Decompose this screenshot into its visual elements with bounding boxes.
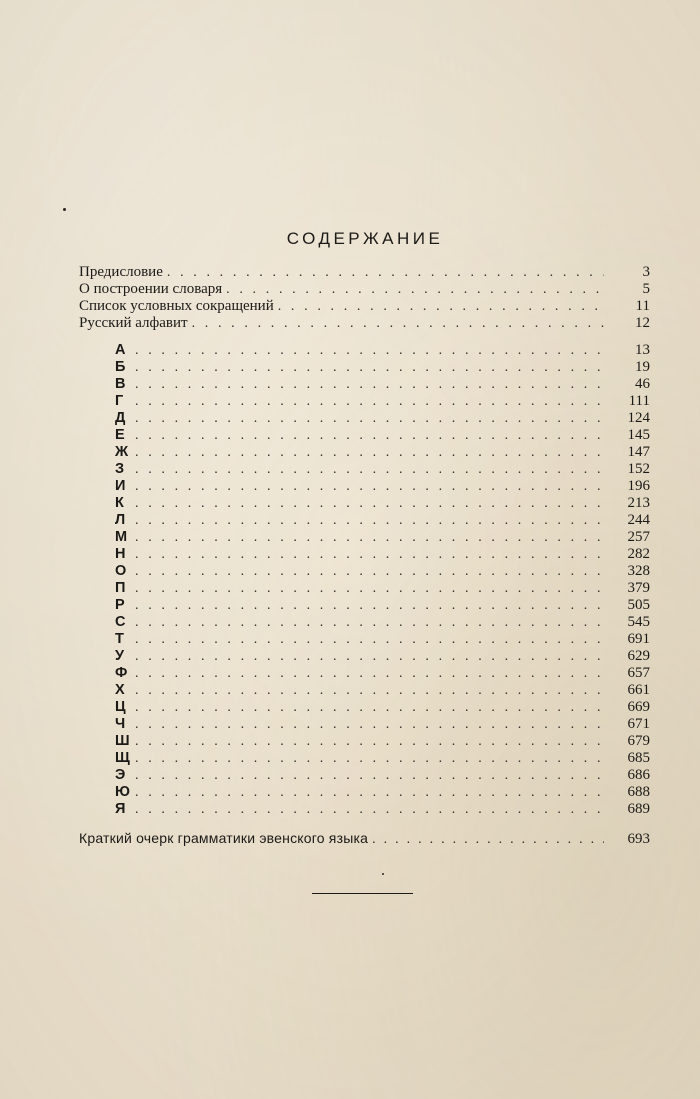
dot-leader — [135, 359, 604, 376]
toc-letter-page: 13 — [635, 342, 650, 358]
toc-letter-page: 669 — [627, 699, 650, 715]
toc-letter-label: Ж — [115, 444, 129, 460]
toc-letter-entry — [79, 427, 650, 444]
toc-letter-label: Л — [115, 512, 126, 528]
toc-letter-entry — [79, 376, 650, 393]
toc-letter-page: 147 — [627, 444, 650, 460]
toc-entry-page: 12 — [635, 315, 650, 331]
toc-letter-entry — [79, 665, 650, 682]
toc-letter-label: И — [115, 478, 126, 494]
toc-letter-label: О — [115, 563, 127, 579]
paper-speck — [63, 208, 66, 211]
toc-entry-page: 693 — [627, 831, 650, 847]
toc-letter-label: В — [115, 376, 126, 392]
toc-letter-label: Р — [115, 597, 125, 613]
paper-speck — [382, 873, 384, 875]
toc-letter-page: 505 — [627, 597, 650, 613]
toc-letter-page: 379 — [627, 580, 650, 596]
dot-leader — [135, 733, 604, 750]
toc-letter-page: 545 — [627, 614, 650, 630]
toc-letter-entry — [79, 444, 650, 461]
toc-letter-label: А — [115, 342, 126, 358]
toc-entry — [79, 264, 650, 281]
dot-leader — [135, 427, 604, 444]
spacer — [79, 818, 650, 828]
dot-leader — [135, 614, 604, 631]
toc-letter-page: 688 — [627, 784, 650, 800]
toc-letter-entry — [79, 461, 650, 478]
dot-leader — [167, 264, 604, 281]
alphabet-sections — [79, 342, 650, 818]
toc-letter-page: 685 — [627, 750, 650, 766]
dot-leader — [135, 648, 604, 665]
toc-letter-page: 282 — [627, 546, 650, 562]
dot-leader — [135, 546, 604, 563]
toc-letter-page: 145 — [627, 427, 650, 443]
toc-entry-label: О построении словаря — [79, 281, 223, 297]
toc-letter-entry — [79, 750, 650, 767]
toc-letter-page: 196 — [627, 478, 650, 494]
dot-leader — [135, 410, 604, 427]
toc-letter-label: Ц — [115, 699, 126, 715]
dot-leader — [135, 580, 604, 597]
toc-letter-page: 46 — [635, 376, 650, 392]
dot-leader — [372, 830, 604, 850]
toc-letter-entry — [79, 614, 650, 631]
dot-leader — [135, 597, 604, 614]
toc-entry — [79, 298, 650, 315]
dot-leader — [135, 444, 604, 461]
dot-leader — [135, 767, 604, 784]
table-of-contents — [79, 264, 650, 848]
toc-letter-label: Ю — [115, 784, 130, 800]
toc-entry-label: Список условных сокращений — [79, 298, 274, 314]
toc-letter-page: 328 — [627, 563, 650, 579]
page-title: СОДЕРЖАНИЕ — [286, 229, 444, 248]
dot-leader — [135, 801, 604, 818]
dot-leader — [226, 281, 604, 298]
dot-leader — [135, 376, 604, 393]
toc-letter-page: 661 — [627, 682, 650, 698]
toc-letter-label: З — [115, 461, 125, 477]
toc-letter-entry — [79, 801, 650, 818]
toc-letter-page: 679 — [627, 733, 650, 749]
toc-letter-label: У — [115, 648, 125, 664]
toc-letter-page: 19 — [635, 359, 650, 375]
toc-entry — [79, 281, 650, 298]
toc-entry-grammar — [79, 828, 650, 848]
toc-letter-page: 244 — [627, 512, 650, 528]
toc-entry-label: Русский алфавит — [79, 315, 188, 331]
dot-leader — [135, 461, 604, 478]
toc-letter-label: Я — [115, 801, 126, 817]
toc-letter-page: 152 — [627, 461, 650, 477]
toc-letter-entry — [79, 648, 650, 665]
dot-leader — [135, 478, 604, 495]
toc-letter-entry — [79, 580, 650, 597]
toc-letter-label: П — [115, 580, 126, 596]
toc-letter-page: 657 — [627, 665, 650, 681]
toc-entry-page: 3 — [642, 264, 650, 280]
toc-letter-label: Э — [115, 767, 126, 783]
dot-leader — [278, 298, 604, 315]
toc-letter-entry — [79, 342, 650, 359]
dot-leader — [135, 682, 604, 699]
toc-letter-entry — [79, 478, 650, 495]
toc-entry-label: Краткий очерк грамматики эвенского языка — [79, 830, 369, 846]
toc-letter-entry — [79, 716, 650, 733]
toc-letter-entry — [79, 784, 650, 801]
toc-letter-label: М — [115, 529, 128, 545]
toc-letter-label: Г — [115, 393, 124, 409]
toc-letter-label: Н — [115, 546, 126, 562]
toc-letter-label: К — [115, 495, 124, 511]
dot-leader — [135, 750, 604, 767]
toc-letter-entry — [79, 529, 650, 546]
dot-leader — [135, 631, 604, 648]
toc-letter-entry — [79, 631, 650, 648]
toc-letter-entry — [79, 563, 650, 580]
spacer — [79, 332, 650, 342]
toc-letter-entry — [79, 359, 650, 376]
dot-leader — [192, 315, 604, 332]
toc-entry-label: Предисловие — [79, 264, 163, 280]
toc-letter-label: Е — [115, 427, 125, 443]
toc-letter-entry — [79, 546, 650, 563]
toc-letter-page: 691 — [627, 631, 650, 647]
dot-leader — [135, 716, 604, 733]
dot-leader — [135, 665, 604, 682]
toc-letter-label: Б — [115, 359, 126, 375]
dot-leader — [135, 495, 604, 512]
toc-entry-page: 5 — [642, 281, 650, 297]
toc-letter-entry — [79, 699, 650, 716]
toc-letter-label: Ш — [115, 733, 130, 749]
toc-letter-label: С — [115, 614, 126, 630]
toc-letter-label: Т — [115, 631, 124, 647]
toc-letter-label: Ч — [115, 716, 126, 732]
toc-letter-entry — [79, 733, 650, 750]
closing-rule — [312, 893, 413, 894]
toc-letter-page: 689 — [627, 801, 650, 817]
toc-letter-entry — [79, 597, 650, 614]
toc-letter-page: 686 — [627, 767, 650, 783]
toc-letter-label: Ф — [115, 665, 128, 681]
dot-leader — [135, 512, 604, 529]
toc-letter-label: Щ — [115, 750, 130, 766]
dot-leader — [135, 393, 604, 410]
toc-entry-page: 11 — [635, 298, 650, 314]
toc-letter-entry — [79, 767, 650, 784]
toc-letter-label: Д — [115, 410, 126, 426]
toc-entry — [79, 315, 650, 332]
toc-letter-entry — [79, 495, 650, 512]
toc-letter-page: 213 — [627, 495, 650, 511]
toc-letter-entry — [79, 393, 650, 410]
dot-leader — [135, 529, 604, 546]
toc-letter-page: 629 — [627, 648, 650, 664]
dot-leader — [135, 784, 604, 801]
toc-letter-entry — [79, 410, 650, 427]
dot-leader — [135, 342, 604, 359]
dot-leader — [135, 699, 604, 716]
toc-letter-entry — [79, 682, 650, 699]
dot-leader — [135, 563, 604, 580]
toc-letter-page: 257 — [627, 529, 650, 545]
toc-letter-page: 124 — [627, 410, 650, 426]
toc-letter-entry — [79, 512, 650, 529]
toc-letter-page: 111 — [628, 393, 650, 409]
toc-letter-page: 671 — [627, 716, 650, 732]
toc-letter-label: Х — [115, 682, 125, 698]
